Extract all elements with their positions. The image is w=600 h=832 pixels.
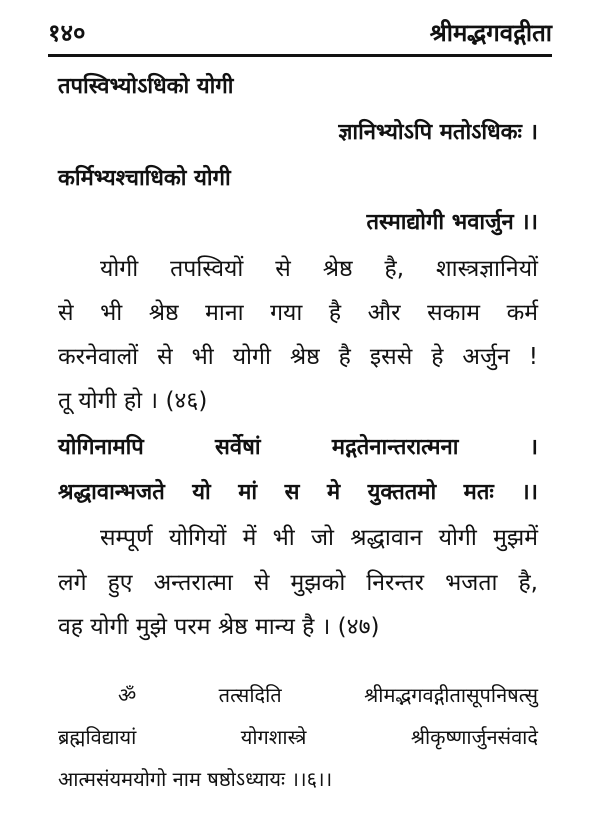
verse-46-line-4: तस्माद्योगी भवार्जुन ।।	[366, 210, 538, 235]
translation-46-line-3: करनेवालों से भी योगी श्रेष्ठ है इससे हे अर्जुन !	[58, 344, 538, 370]
colophon-line-3: आत्मसंयमयोगो नाम षष्ठोऽध्यायः ।।६।।	[58, 767, 333, 791]
verse-47-line-1: योगिनामपि सर्वेषां मद्गतेनान्तरात्मना ।	[58, 435, 538, 460]
translation-46-line-1: योगी तपस्वियों से श्रेष्ठ है, शास्त्रज्ञानियों	[100, 256, 538, 282]
translation-46-line-4: तू योगी हो । (४६)	[58, 388, 208, 414]
page-number: १४०	[48, 18, 86, 47]
header-rule	[48, 54, 552, 57]
verse-46-line-2: ज्ञानिभ्योऽपि मतोऽधिकः ।	[338, 120, 538, 145]
translation-47-line-3: वह योगी मुझे परम श्रेष्ठ मान्य है । (४७)	[58, 614, 380, 640]
colophon-line-2: ब्रह्मविद्यायां योगशास्त्रे श्रीकृष्णार्जुनसंवादे	[58, 725, 538, 749]
translation-47-line-1: सम्पूर्ण योगियों में भी जो श्रद्धावान योगी मुझमें	[100, 525, 538, 551]
verse-47-line-2: श्रद्धावान्भजते यो मां स मे युक्ततमो मतः ।।	[58, 480, 538, 505]
verse-46-line-1: तपस्विभ्योऽधिको योगी	[58, 74, 234, 99]
translation-46-line-2: से भी श्रेष्ठ माना गया है और सकाम कर्म	[58, 300, 538, 326]
book-title: श्रीमद्भगवद्गीता	[429, 18, 552, 47]
verse-46-line-3: कर्मिभ्यश्चाधिको योगी	[58, 166, 231, 191]
colophon-line-1: ॐ तत्सदिति श्रीमद्भगवद्गीतासूपनिषत्सु	[118, 683, 538, 707]
page-header	[48, 14, 552, 50]
translation-47-line-2: लगे हुए अन्तरात्मा से मुझको निरन्तर भजता है,	[58, 570, 538, 596]
